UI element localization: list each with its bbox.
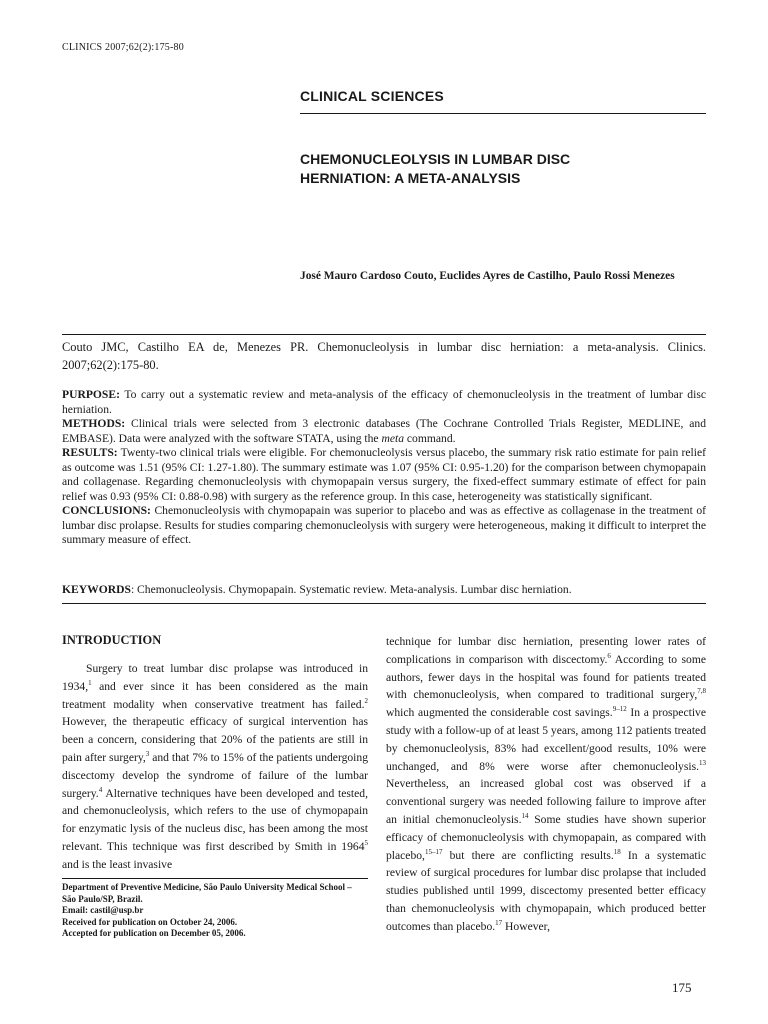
keywords (62, 582, 706, 597)
text-run: Surgery to treat lumbar disc prolapse was introduced in 1934, (62, 662, 368, 693)
journal-reference: CLINICS 2007;62(2):175-80 (62, 42, 184, 53)
abstract-results (62, 446, 706, 504)
methods-text-end: command. (404, 431, 456, 445)
article-title-line-1: CHEMONUCLEOLYSIS IN LUMBAR DISC (300, 151, 571, 167)
body-column-right (386, 633, 706, 936)
text-run: In a prospective study with a follow-up of at least 5 years, among 112 patients treated by chemonucleolysis, 83% had excellent/good results, 10% were unchanged, and 8% were worse after chemonucleolysis. (386, 706, 706, 773)
abstract-conclusions (62, 504, 706, 548)
methods-command: meta (381, 431, 405, 445)
footnote-received: Received for publication on October 24, 2006. (62, 916, 238, 927)
footnote-accepted: Accepted for publication on December 05, 2006. (62, 928, 246, 939)
text-run: However, the therapeutic efficacy of surgical intervention has been a concern, considering that 20% of the patients are still in pain after surgery, (62, 715, 368, 764)
text-run: and is the least invasive (62, 857, 173, 871)
text-run: but there are conflicting results. (442, 848, 614, 862)
citation-divider (62, 334, 706, 335)
body-column-left (62, 633, 368, 874)
reference-marker: 2 (364, 696, 368, 705)
conclusions-label: CONCLUSIONS: (62, 504, 151, 517)
author-list: José Mauro Cardoso Couto, Euclides Ayres de Castilho, Paulo Rossi Menezes (300, 270, 675, 282)
citation: Couto JMC, Castilho EA de, Menezes PR. Chemonucleolysis in lumbar disc herniation: a meta-analysis. Clinics. 2007;62(2):175-80. (62, 340, 706, 372)
article-title-line-2: HERNIATION: A META-ANALYSIS (300, 170, 521, 186)
text-run: Alternative techniques have been developed and tested, and chemonucleolysis, which refers to the use of chymopapain for enzymatic lysis of the nucleus disc, has been among the most relevant. This technique was first described by Smith in 1964 (62, 786, 368, 853)
text-run: Nevertheless, an increased global cost was observed if a conventional surgery was needed following failure to improve after an initial chemonucleolysis. (386, 777, 706, 826)
keywords-divider (62, 603, 706, 604)
abstract (62, 388, 706, 548)
reference-marker: 17 (495, 918, 503, 927)
section-title: CLINICAL SCIENCES (300, 88, 444, 104)
reference-marker: 3 (145, 750, 150, 759)
reference-marker: 14 (521, 812, 529, 821)
abstract-purpose (62, 388, 706, 417)
keywords-text: : Chemonucleolysis. Chymopapain. Systematic review. Meta-analysis. Lumbar disc herniation. (130, 583, 572, 596)
reference-marker: 7,8 (697, 687, 706, 696)
affiliation-footnote (62, 882, 368, 940)
reference-marker: 18 (613, 847, 621, 856)
keywords-label: KEYWORDS (62, 583, 131, 596)
article-title (300, 150, 706, 188)
reference-marker: 1 (88, 678, 92, 687)
reference-marker: 6 (607, 651, 611, 660)
introduction-heading: INTRODUCTION (62, 633, 162, 647)
reference-marker: 13 (699, 758, 706, 767)
text-run: However, (502, 919, 550, 933)
text-run: and ever since it has been considered as the main treatment modality when conservative treatment has failed. (62, 679, 368, 711)
purpose-text: To carry out a systematic review and meta-analysis of the efficacy of chemonucleolysis in the treatment of lumbar disc herniation. (62, 388, 706, 416)
purpose-label: PURPOSE: (62, 388, 120, 401)
methods-text: Clinical trials were selected from 3 electronic databases (The Cochrane Controlled Trials Register, MEDLINE, and EMBASE). Data were analyzed with the software STATA, using the (62, 417, 706, 445)
reference-marker: 15–17 (424, 847, 443, 856)
methods-label: METHODS: (62, 417, 126, 430)
results-text: Twenty-two clinical trials were eligible. For chemonucleolysis versus placebo, the summary risk ratio estimate for pain relief as outcome was 1.51 (95% CI: 1.27-1.80). The summary estimate was 1.07 (95% CI: 0.95-1.20) for the comparison between chymopapain and collagenase. Regarding chemonucleolysis with chymopapain versus surgery, the fixed-effect summary estimate of effect for pain relief was 0.93 (95% CI: 0.88-0.98) with surgery as the reference group. In this case, heterogeneity was statistically significant. (62, 446, 706, 503)
intro-paragraph-right (386, 633, 706, 936)
page-number: 175 (672, 980, 692, 995)
reference-marker: 9–12 (612, 705, 627, 714)
text-run: technique for lumbar disc herniation, presenting lower rates of complications in comparison with discectomy. (386, 635, 706, 666)
text-run: Some studies have shown superior efficacy of chemonucleolysis with chymopapain, as compared with placebo, (386, 812, 706, 862)
footnote-line: Department of Preventive Medicine, São Paulo University Medical School – (62, 882, 352, 892)
reference-marker: 5 (364, 839, 368, 848)
conclusions-text: Chemonucleolysis with chymopapain was superior to placebo and was as effective as collagenase in the treatment of lumbar disc prolapse. Results for studies comparing chemonucleolysis with surgery were heterogeneous, making it difficult to interpret the summary measure of effect. (62, 504, 706, 546)
intro-paragraph-left (62, 660, 368, 874)
abstract-methods (62, 417, 706, 446)
text-run: which augmented the considerable cost savings. (386, 706, 613, 720)
text-run: According to some authors, fewer days in the hospital was found for patients treated with chemonucleolysis, when compared to traditional surgery, (386, 652, 706, 702)
title-divider (300, 113, 706, 114)
footnote-divider (62, 878, 368, 879)
footnote-line: São Paulo/SP, Brazil. (62, 893, 143, 904)
text-run: and that 7% to 15% of the patients undergoing discectomy develop the syndrome of failure of the lumbar surgery. (62, 750, 369, 800)
reference-marker: 4 (98, 785, 103, 794)
text-run: In a systematic review of surgical procedures for lumbar disc prolapse that included studies published until 1999, discectomy presented better efficacy than chemonucleolysis with chymopapain, which produced better outcomes than placebo. (386, 848, 706, 933)
footnote-email: Email: castil@usp.br (62, 905, 144, 916)
results-label: RESULTS: (62, 446, 118, 459)
